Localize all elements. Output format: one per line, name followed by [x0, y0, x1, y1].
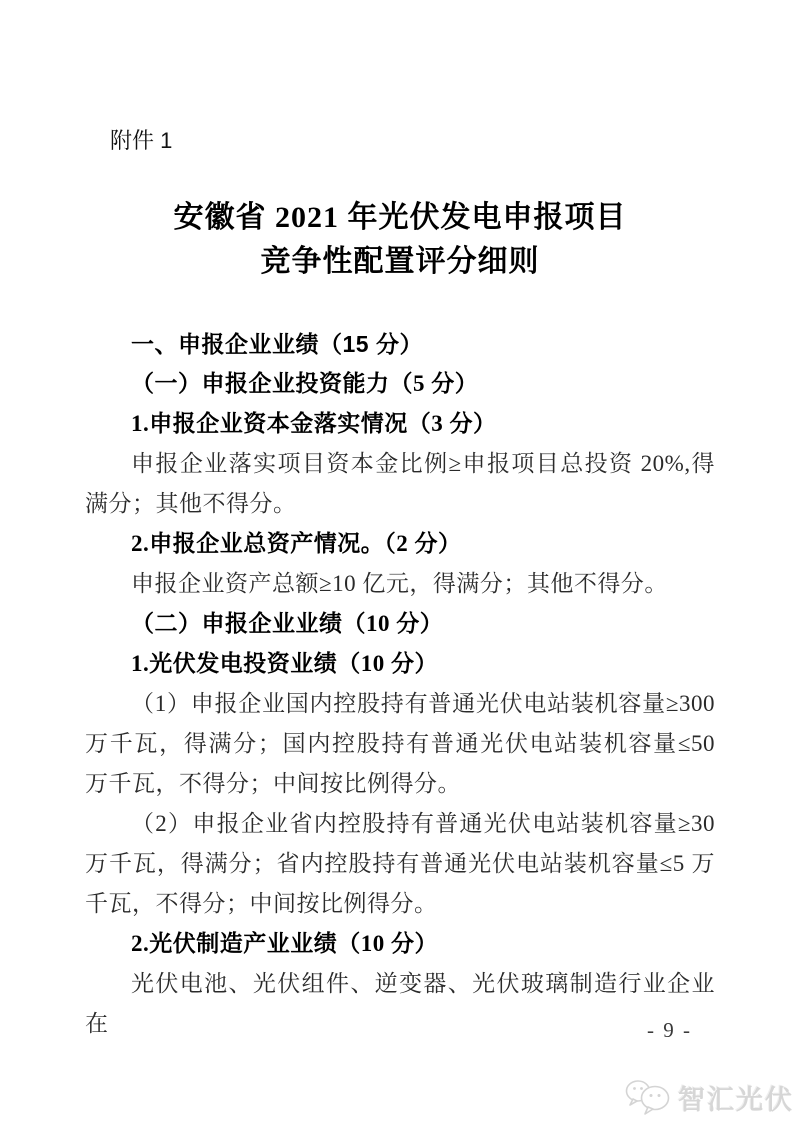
section-heading-level3: 2.光伏制造产业业绩（10 分）: [131, 931, 438, 956]
body-paragraph: （2）申报企业省内控股持有普通光伏电站装机容量≥30 万千瓦，得满分；省内控股持有普通光伏电站装机容量≤5 万千瓦，不得分；中间按比例得分。: [85, 811, 715, 916]
section-heading-level3: 2.申报企业总资产情况。（2 分）: [131, 531, 462, 556]
section-heading-level3: 1.光伏发电投资业绩（10 分）: [131, 651, 438, 676]
wechat-icon: [624, 1076, 672, 1118]
page-number: - 9 -: [647, 1018, 692, 1042]
section-heading-level2: （二）申报企业业绩（10 分）: [131, 611, 444, 636]
section-heading-level3: 1.申报企业资本金落实情况（3 分）: [131, 411, 497, 436]
document-title-line2: 竞争性配置评分细则: [260, 245, 540, 278]
watermark-brand-text: 智汇光伏: [678, 1084, 794, 1115]
section-heading-level1: 一、申报企业业绩（15 分）: [131, 331, 423, 357]
body-paragraph: 申报企业资产总额≥10 亿元，得满分；其他不得分。: [131, 571, 668, 596]
body-paragraph: 申报企业落实项目资本金比例≥申报项目总投资 20%,得满分；其他不得分。: [85, 451, 715, 516]
document-body: [85, 324, 715, 1044]
document-title: [60, 196, 740, 284]
body-paragraph: （1）申报企业国内控股持有普通光伏电站装机容量≥300 万千瓦，得满分；国内控股持有普通光伏电站装机容量≤50 万千瓦，不得分；中间按比例得分。: [85, 691, 715, 796]
watermark: [624, 1076, 794, 1118]
attachment-label: 附件 1: [110, 128, 173, 153]
body-paragraph: 光伏电池、光伏组件、逆变器、光伏玻璃制造行业企业在: [85, 971, 715, 1036]
section-heading-level2: （一）申报企业投资能力（5 分）: [131, 371, 479, 396]
document-title-line1: 安徽省 2021 年光伏发电申报项目: [173, 201, 627, 234]
